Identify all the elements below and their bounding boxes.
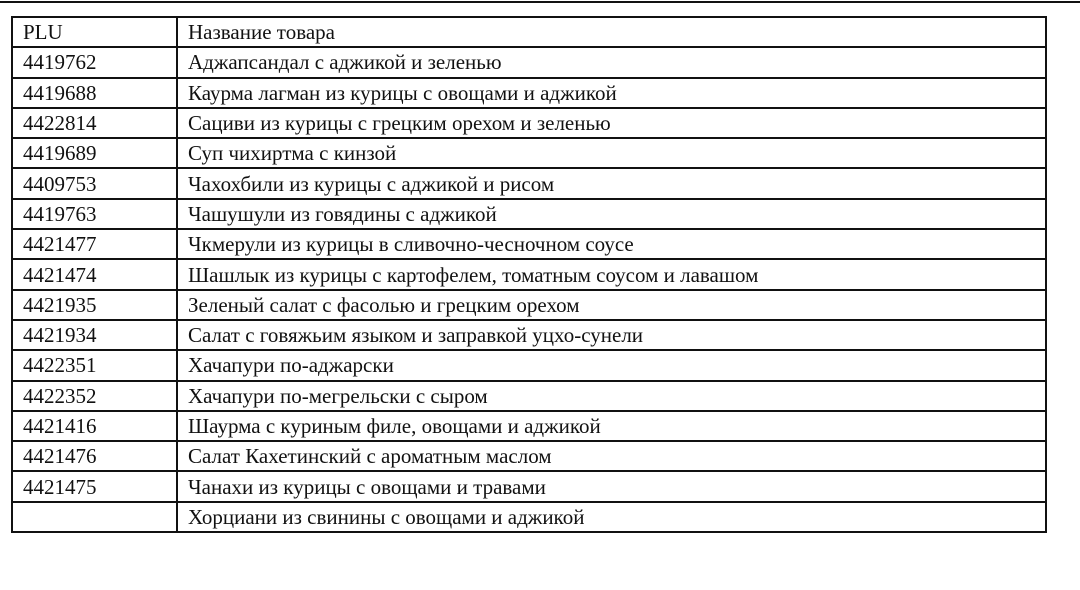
plu-cell: 4422351 — [12, 350, 177, 380]
header-plu: PLU — [12, 17, 177, 47]
plu-cell: 4419763 — [12, 199, 177, 229]
table-row — [12, 320, 1046, 350]
plu-product-table — [11, 16, 1047, 533]
product-name-cell: Чанахи из курицы с овощами и травами — [177, 471, 1046, 501]
plu-cell: 4422814 — [12, 108, 177, 138]
product-name-cell: Чкмерули из курицы в сливочно-чесночном соусе — [177, 229, 1046, 259]
product-name-cell: Сациви из курицы с грецким орехом и зеленью — [177, 108, 1046, 138]
table-row — [12, 108, 1046, 138]
plu-cell: 4419688 — [12, 78, 177, 108]
product-name-cell: Хачапури по-аджарски — [177, 350, 1046, 380]
table-row — [12, 229, 1046, 259]
table-row — [12, 138, 1046, 168]
plu-cell: 4421935 — [12, 290, 177, 320]
product-name-cell: Салат с говяжьим языком и заправкой уцхо-сунели — [177, 320, 1046, 350]
product-name-cell: Хорциани из свинины с овощами и аджикой — [177, 502, 1046, 532]
table-row — [12, 411, 1046, 441]
table-row — [12, 350, 1046, 380]
plu-cell: 4421416 — [12, 411, 177, 441]
product-name-cell: Суп чихиртма с кинзой — [177, 138, 1046, 168]
plu-cell: 4421475 — [12, 471, 177, 501]
product-name-cell: Салат Кахетинский с ароматным маслом — [177, 441, 1046, 471]
table-row — [12, 78, 1046, 108]
product-name-cell: Зеленый салат с фасолью и грецким орехом — [177, 290, 1046, 320]
product-name-cell: Аджапсандал с аджикой и зеленью — [177, 47, 1046, 77]
plu-cell: 4409753 — [12, 168, 177, 198]
product-name-cell: Хачапури по-мегрельски с сыром — [177, 381, 1046, 411]
table-row — [12, 290, 1046, 320]
header-product-name: Название товара — [177, 17, 1046, 47]
plu-cell: 4421476 — [12, 441, 177, 471]
table-row — [12, 381, 1046, 411]
table-row — [12, 199, 1046, 229]
plu-cell: 4421934 — [12, 320, 177, 350]
plu-cell: 4422352 — [12, 381, 177, 411]
table-row — [12, 47, 1046, 77]
plu-cell: 4419689 — [12, 138, 177, 168]
top-divider-line — [0, 1, 1080, 3]
table-row — [12, 441, 1046, 471]
table-header-row — [12, 17, 1046, 47]
product-name-cell: Шашлык из курицы с картофелем, томатным соусом и лавашом — [177, 259, 1046, 289]
product-name-cell: Чахохбили из курицы с аджикой и рисом — [177, 168, 1046, 198]
table-row — [12, 168, 1046, 198]
plu-cell — [12, 502, 177, 532]
plu-cell: 4421477 — [12, 229, 177, 259]
product-name-cell: Каурма лагман из курицы с овощами и аджикой — [177, 78, 1046, 108]
plu-cell: 4421474 — [12, 259, 177, 289]
plu-cell: 4419762 — [12, 47, 177, 77]
table-row — [12, 471, 1046, 501]
product-name-cell: Чашушули из говядины с аджикой — [177, 199, 1046, 229]
table-row — [12, 502, 1046, 532]
table-row — [12, 259, 1046, 289]
product-name-cell: Шаурма с куриным филе, овощами и аджикой — [177, 411, 1046, 441]
